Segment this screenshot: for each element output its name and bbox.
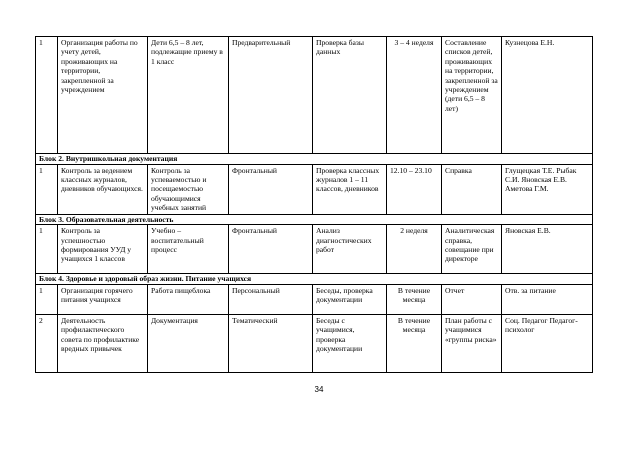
control-object: Учебно – воспитательный процесс — [148, 225, 229, 274]
control-responsible: Яновская Е.В. — [502, 225, 593, 274]
page-number: 34 — [314, 385, 324, 394]
control-object: Работа пищеблока — [148, 284, 229, 314]
control-content: Организация работы по учету детей, проживающих на территории, закрепленной за учреждением — [58, 37, 148, 154]
control-kind: Фронтальный — [229, 225, 313, 274]
control-methods: Беседы с учащимися, проверка документации — [313, 314, 387, 372]
control-responsible: Кузнецова Е.Н. — [502, 37, 593, 154]
block-3-title: Блок 3. Образовательная деятельность — [36, 214, 593, 225]
control-content: Контроль за ведением классных журналов, дневников обучающихся. — [58, 164, 148, 214]
control-responsible: Глущецкая Т.Е. Рыбак С.И. Яновская Е.В. Аметова Г.М. — [502, 164, 593, 214]
row-number: 2 — [36, 314, 58, 372]
control-result: Аналитическая справка, совещание при директоре — [442, 225, 502, 274]
control-object: Дети 6,5 – 8 лет, подлежащие приему в 1 класс — [148, 37, 229, 154]
control-result: Составление списков детей, проживающих на территории, закрепленной за учреждением (дети 6,5 – 8 лет) — [442, 37, 502, 154]
control-result: Отчет — [442, 284, 502, 314]
block-header-row — [36, 154, 593, 165]
control-plan-table — [35, 36, 593, 373]
block-2-title: Блок 2. Внутришкольная документация — [36, 154, 593, 165]
control-period: 12.10 – 23.10 — [387, 164, 442, 214]
row-number: 1 — [36, 225, 58, 274]
table-row — [36, 284, 593, 314]
control-period: В течение месяца — [387, 314, 442, 372]
table-row — [36, 164, 593, 214]
row-number: 1 — [36, 284, 58, 314]
table-row — [36, 225, 593, 274]
control-methods: Анализ диагностических работ — [313, 225, 387, 274]
control-kind: Тематический — [229, 314, 313, 372]
control-responsible: Отв. за питание — [502, 284, 593, 314]
control-content: Организация горячего питания учащихся — [58, 284, 148, 314]
control-kind: Персональный — [229, 284, 313, 314]
row-number: 1 — [36, 37, 58, 154]
control-kind: Фронтальный — [229, 164, 313, 214]
control-object: Контроль за успеваемостью и посещаемостью обучающимися учебных занятий — [148, 164, 229, 214]
control-period: 3 – 4 неделя — [387, 37, 442, 154]
control-period: В течение месяца — [387, 284, 442, 314]
row-number: 1 — [36, 164, 58, 214]
table-row — [36, 37, 593, 154]
table-row — [36, 314, 593, 372]
control-content: Контроль за успешностью формирования УУД у учащихся 1 классов — [58, 225, 148, 274]
control-object: Документация — [148, 314, 229, 372]
control-methods: Проверка классных журналов 1 – 11 классов, дневников — [313, 164, 387, 214]
block-4-title: Блок 4. Здоровье и здоровый образ жизни. Питание учащихся — [36, 274, 593, 285]
block-header-row — [36, 274, 593, 285]
control-result: Справка — [442, 164, 502, 214]
block-header-row — [36, 214, 593, 225]
control-result: План работы с учащимися «группы риска» — [442, 314, 502, 372]
control-period: 2 неделя — [387, 225, 442, 274]
control-content: Деятельность профилактического совета по профилактике вредных привычек — [58, 314, 148, 372]
control-kind: Предварительный — [229, 37, 313, 154]
control-responsible: Соц. Педагог Педагог-психолог — [502, 314, 593, 372]
control-methods: Проверка базы данных — [313, 37, 387, 154]
control-methods: Беседы, проверка документации — [313, 284, 387, 314]
